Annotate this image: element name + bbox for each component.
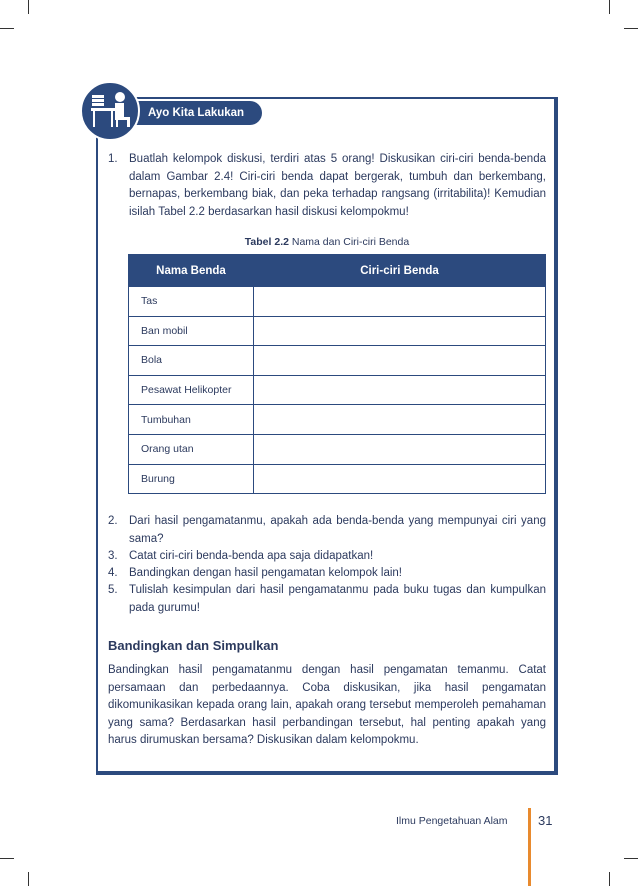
- benda-table: [128, 254, 546, 494]
- crop-mark: [0, 28, 14, 29]
- footer-divider: [528, 808, 531, 886]
- empty-cell[interactable]: [254, 405, 546, 435]
- row-label: Burung: [129, 464, 254, 494]
- empty-cell[interactable]: [254, 434, 546, 464]
- empty-cell[interactable]: [254, 464, 546, 494]
- empty-cell[interactable]: [254, 287, 546, 317]
- table-row: [129, 346, 546, 376]
- row-label: Bola: [129, 346, 254, 376]
- list-item-text: Buatlah kelompok diskusi, terdiri atas 5 orang! Diskusikan ciri-ciri benda-benda dalam Gambar 2.4! Ciri-ciri benda dapat bergerak, tumbuh dan berkembang, bernapas, berkembang biak, dan peka terhadap rangsang (irritabilita)! Kemudian isilah Tabel 2.2 berdasarkan hasil diskusi kelompokmu!: [129, 153, 546, 218]
- section-paragraph: Bandingkan hasil pengamatanmu dengan hasil pengamatan temanmu. Catat persamaan dan perbedaannya. Coba diskusikan, jika hasil pengamatan dikomunikasikan kepada orang lain, apakah orang tersebut memperoleh pemahaman yang sama? Berdasarkan hasil perbandingan tersebut, hal penting apakah yang harus dirumuskan bersama? Diskusikan dalam kelompokmu.: [108, 664, 546, 746]
- section-title: Bandingkan dan Simpulkan: [108, 638, 279, 653]
- table-row: [129, 405, 546, 435]
- list-item-number: 2.: [108, 515, 118, 527]
- row-label: Tumbuhan: [129, 405, 254, 435]
- table-row: [129, 434, 546, 464]
- crop-mark: [609, 872, 610, 886]
- table-caption-text: Nama dan Ciri-ciri Benda: [288, 236, 410, 248]
- footer-book-title: Ilmu Pengetahuan Alam: [396, 815, 508, 827]
- list-item-number: 5.: [108, 584, 118, 596]
- crop-mark: [28, 0, 29, 14]
- crop-mark: [624, 28, 638, 29]
- row-label: Pesawat Helikopter: [129, 375, 254, 405]
- list-item: [108, 565, 546, 583]
- list-item-number: 1.: [108, 153, 118, 165]
- page-number: 31: [538, 813, 553, 828]
- crop-mark: [624, 858, 638, 859]
- student-at-desk-icon: [80, 81, 140, 141]
- table-caption: [96, 236, 558, 248]
- column-header-ciri: Ciri-ciri Benda: [254, 255, 546, 287]
- empty-cell[interactable]: [254, 346, 546, 376]
- list-item-text: Catat ciri-ciri benda-benda apa saja didapatkan!: [129, 550, 374, 562]
- table-row: [129, 375, 546, 405]
- list-item-number: 3.: [108, 550, 118, 562]
- list-item-text: Dari hasil pengamatanmu, apakah ada benda-benda yang mempunyai ciri yang sama?: [129, 515, 546, 545]
- row-label: Ban mobil: [129, 316, 254, 346]
- list-item-text: Bandingkan dengan hasil pengamatan kelompok lain!: [129, 567, 403, 579]
- table-row: [129, 464, 546, 494]
- list-item: [108, 513, 546, 548]
- empty-cell[interactable]: [254, 375, 546, 405]
- table-caption-label: Tabel 2.2: [244, 236, 289, 248]
- list-item: [108, 582, 546, 617]
- row-label: Orang utan: [129, 434, 254, 464]
- column-header-nama: Nama Benda: [129, 255, 254, 287]
- crop-mark: [0, 858, 14, 859]
- list-item-text: Tulislah kesimpulan dari hasil pengamatanmu pada buku tugas dan kumpulkan pada gurumu!: [129, 584, 546, 614]
- list-item-number: 4.: [108, 567, 118, 579]
- list-item: [108, 548, 546, 566]
- empty-cell[interactable]: [254, 316, 546, 346]
- row-label: Tas: [129, 287, 254, 317]
- table-row: [129, 287, 546, 317]
- crop-mark: [28, 872, 29, 886]
- table-row: [129, 316, 546, 346]
- crop-mark: [609, 0, 610, 14]
- list-item: [108, 151, 546, 221]
- activity-tab-label: Ayo Kita Lakukan: [126, 101, 262, 125]
